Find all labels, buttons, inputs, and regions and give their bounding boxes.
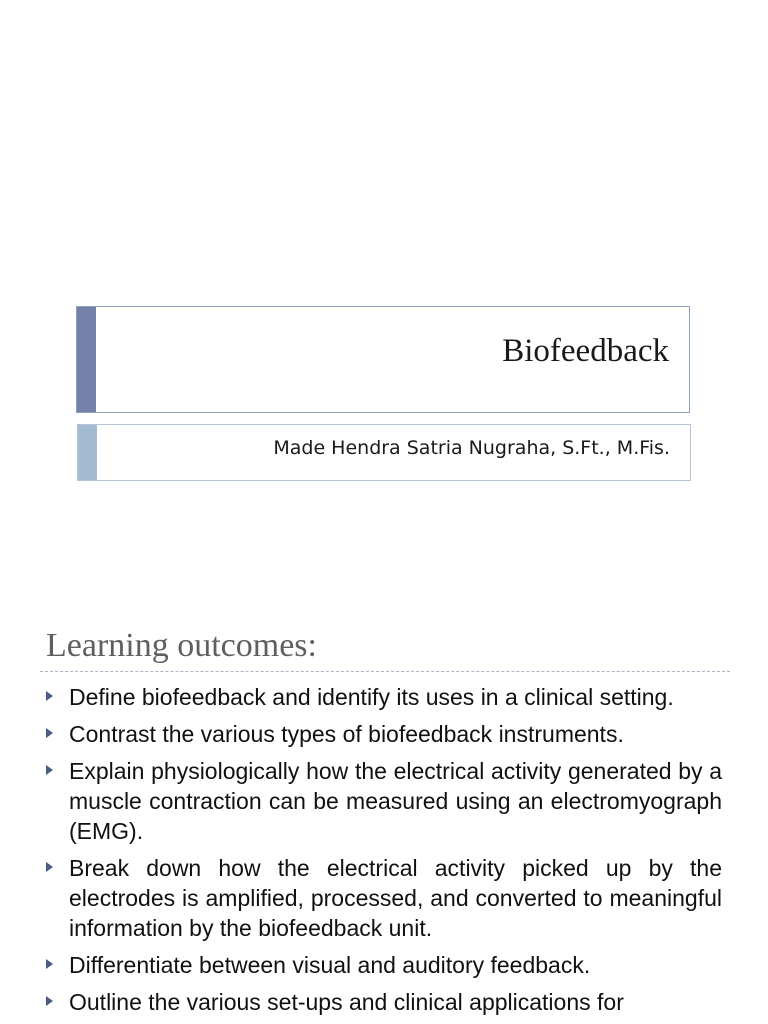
title-accent-bar [77,307,96,412]
list-item-text: Differentiate between visual and auditory feedback. [69,952,591,978]
list-item [46,853,722,943]
author-name: Made Hendra Satria Nugraha, S.Ft., M.Fis. [273,437,670,459]
list-item [46,987,722,1017]
triangle-right-icon [46,765,53,775]
list-item [46,682,722,712]
list-item [46,756,722,846]
slide-heading: Learning outcomes: [46,627,317,664]
triangle-right-icon [46,959,53,969]
list-item [46,719,722,749]
slide-title: Biofeedback [502,333,669,369]
list-item-text: Outline the various set-ups and clinical applications for [69,989,624,1015]
list-item-text: Define biofeedback and identify its uses in a clinical setting. [69,684,674,710]
triangle-right-icon [46,996,53,1006]
outcomes-list [46,682,722,1024]
list-item-text: Break down how the electrical activity picked up by the electrodes is amplified, processed, and converted to meaningful information by the biofeedback unit. [69,855,722,941]
title-box [76,306,690,413]
list-item-text: Explain physiologically how the electrical activity generated by a muscle contraction can be measured using an electromyograph (EMG). [69,758,722,844]
heading-divider [40,671,730,672]
learning-outcomes-slide [0,590,768,1024]
triangle-right-icon [46,691,53,701]
triangle-right-icon [46,862,53,872]
list-item-text: Contrast the various types of biofeedback instruments. [69,721,624,747]
triangle-right-icon [46,728,53,738]
subtitle-box [77,424,691,481]
subtitle-accent-bar [78,425,97,480]
list-item [46,950,722,980]
